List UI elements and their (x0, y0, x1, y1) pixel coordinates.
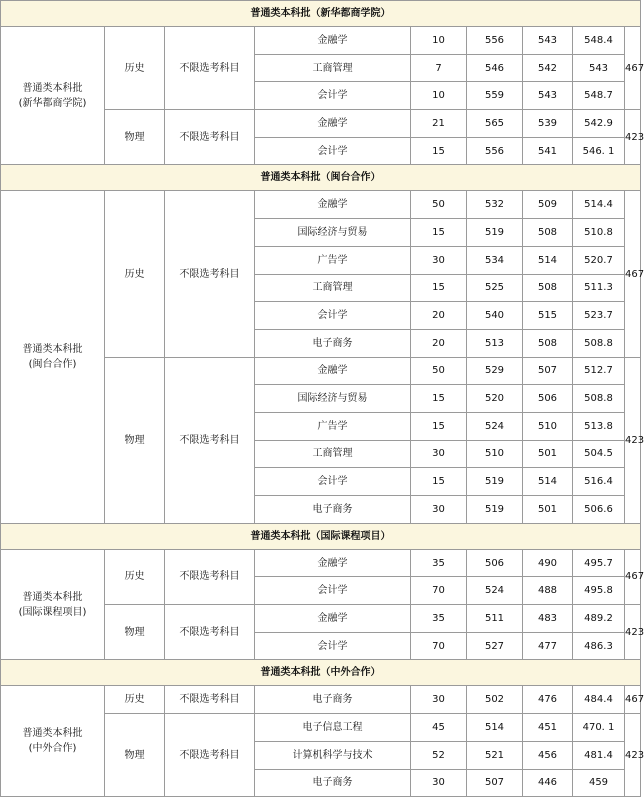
major-cell: 电子商务 (255, 769, 411, 797)
avg-score-cell: 495.7 (573, 549, 625, 577)
max-score-cell: 511 (467, 605, 523, 633)
min-score-cell: 508 (523, 274, 573, 302)
min-score-cell: 542 (523, 54, 573, 82)
major-cell: 会计学 (255, 468, 411, 496)
section-title: 普通类本科批（闽台合作） (1, 165, 641, 191)
major-cell: 工商管理 (255, 54, 411, 82)
min-score-cell: 501 (523, 496, 573, 524)
min-score-cell: 543 (523, 82, 573, 110)
major-cell: 电子商务 (255, 329, 411, 357)
requirement-cell: 不限选考科目 (165, 191, 255, 357)
plan-count-cell: 30 (411, 440, 467, 468)
plan-count-cell: 15 (411, 274, 467, 302)
avg-score-cell: 506.6 (573, 496, 625, 524)
major-cell: 计算机科学与技术 (255, 741, 411, 769)
plan-count-cell: 70 (411, 632, 467, 660)
major-cell: 金融学 (255, 191, 411, 219)
max-score-cell: 532 (467, 191, 523, 219)
max-score-cell: 507 (467, 769, 523, 797)
max-score-cell: 565 (467, 110, 523, 138)
avg-score-cell: 548.7 (573, 82, 625, 110)
avg-score-cell: 513.8 (573, 412, 625, 440)
avg-score-cell: 508.8 (573, 385, 625, 413)
table-row (1, 27, 641, 55)
min-score-cell: 501 (523, 440, 573, 468)
major-cell: 金融学 (255, 27, 411, 55)
cutoff-line-cell: 467 (625, 27, 641, 110)
requirement-cell: 不限选考科目 (165, 27, 255, 110)
subject-cell: 历史 (105, 549, 165, 604)
max-score-cell: 540 (467, 302, 523, 330)
subject-cell: 物理 (105, 605, 165, 660)
min-score-cell: 514 (523, 246, 573, 274)
max-score-cell: 519 (467, 219, 523, 247)
major-cell: 国际经济与贸易 (255, 385, 411, 413)
max-score-cell: 520 (467, 385, 523, 413)
plan-count-cell: 10 (411, 27, 467, 55)
cutoff-line-cell: 467 (625, 686, 641, 714)
major-cell: 会计学 (255, 577, 411, 605)
plan-count-cell: 10 (411, 82, 467, 110)
major-cell: 金融学 (255, 357, 411, 385)
plan-count-cell: 35 (411, 605, 467, 633)
section-title: 普通类本科批（新华都商学院） (1, 1, 641, 27)
major-cell: 广告学 (255, 246, 411, 274)
min-score-cell: 509 (523, 191, 573, 219)
max-score-cell: 513 (467, 329, 523, 357)
max-score-cell: 524 (467, 412, 523, 440)
avg-score-cell: 516.4 (573, 468, 625, 496)
min-score-cell: 507 (523, 357, 573, 385)
batch-name-line1: 普通类本科批 (22, 591, 83, 603)
avg-score-cell: 546. 1 (573, 137, 625, 165)
min-score-cell: 508 (523, 219, 573, 247)
section-title: 普通类本科批（国际课程项目） (1, 523, 641, 549)
avg-score-cell: 520.7 (573, 246, 625, 274)
plan-count-cell: 52 (411, 741, 467, 769)
max-score-cell: 519 (467, 468, 523, 496)
subject-cell: 历史 (105, 27, 165, 110)
cutoff-line-cell: 467 (625, 549, 641, 604)
cutoff-line-cell: 423 (625, 357, 641, 523)
major-cell: 金融学 (255, 605, 411, 633)
major-cell: 国际经济与贸易 (255, 219, 411, 247)
plan-count-cell: 30 (411, 496, 467, 524)
avg-score-cell: 484.4 (573, 686, 625, 714)
avg-score-cell: 523.7 (573, 302, 625, 330)
major-cell: 工商管理 (255, 274, 411, 302)
batch-name-line2: (中外合作) (28, 743, 77, 755)
avg-score-cell: 512.7 (573, 357, 625, 385)
min-score-cell: 477 (523, 632, 573, 660)
avg-score-cell: 548.4 (573, 27, 625, 55)
min-score-cell: 506 (523, 385, 573, 413)
max-score-cell: 534 (467, 246, 523, 274)
max-score-cell: 525 (467, 274, 523, 302)
major-cell: 电子商务 (255, 686, 411, 714)
max-score-cell: 527 (467, 632, 523, 660)
major-cell: 金融学 (255, 549, 411, 577)
batch-name-cell (1, 549, 105, 660)
plan-count-cell: 15 (411, 219, 467, 247)
min-score-cell: 515 (523, 302, 573, 330)
plan-count-cell: 30 (411, 246, 467, 274)
plan-count-cell: 50 (411, 191, 467, 219)
max-score-cell: 521 (467, 741, 523, 769)
cutoff-line-cell: 423 (625, 714, 641, 797)
major-cell: 电子商务 (255, 496, 411, 524)
major-cell: 广告学 (255, 412, 411, 440)
requirement-cell: 不限选考科目 (165, 110, 255, 165)
plan-count-cell: 15 (411, 468, 467, 496)
major-cell: 会计学 (255, 137, 411, 165)
min-score-cell: 541 (523, 137, 573, 165)
cutoff-line-cell: 423 (625, 110, 641, 165)
min-score-cell: 488 (523, 577, 573, 605)
cutoff-line-cell: 467 (625, 191, 641, 357)
avg-score-cell: 459 (573, 769, 625, 797)
section-header-row (1, 165, 641, 191)
plan-count-cell: 35 (411, 549, 467, 577)
batch-name-line2: (国际课程项目) (18, 606, 87, 618)
batch-name-line1: 普通类本科批 (22, 728, 83, 740)
max-score-cell: 546 (467, 54, 523, 82)
min-score-cell: 456 (523, 741, 573, 769)
major-cell: 会计学 (255, 302, 411, 330)
section-header-row (1, 660, 641, 686)
major-cell: 金融学 (255, 110, 411, 138)
avg-score-cell: 489.2 (573, 605, 625, 633)
requirement-cell: 不限选考科目 (165, 605, 255, 660)
avg-score-cell: 510.8 (573, 219, 625, 247)
section-header-row (1, 523, 641, 549)
plan-count-cell: 21 (411, 110, 467, 138)
min-score-cell: 510 (523, 412, 573, 440)
avg-score-cell: 504.5 (573, 440, 625, 468)
min-score-cell: 539 (523, 110, 573, 138)
max-score-cell: 502 (467, 686, 523, 714)
section-title: 普通类本科批（中外合作） (1, 660, 641, 686)
subject-cell: 物理 (105, 714, 165, 797)
min-score-cell: 543 (523, 27, 573, 55)
min-score-cell: 451 (523, 714, 573, 742)
avg-score-cell: 486.3 (573, 632, 625, 660)
requirement-cell: 不限选考科目 (165, 686, 255, 714)
batch-name-cell (1, 27, 105, 165)
max-score-cell: 556 (467, 27, 523, 55)
batch-name-line1: 普通类本科批 (22, 82, 83, 94)
requirement-cell: 不限选考科目 (165, 357, 255, 523)
avg-score-cell: 542.9 (573, 110, 625, 138)
batch-name-line2: (新华都商学院) (18, 97, 87, 109)
table-row (1, 191, 641, 219)
avg-score-cell: 470. 1 (573, 714, 625, 742)
plan-count-cell: 30 (411, 769, 467, 797)
avg-score-cell: 508.8 (573, 329, 625, 357)
max-score-cell: 506 (467, 549, 523, 577)
table-row (1, 686, 641, 714)
plan-count-cell: 50 (411, 357, 467, 385)
plan-count-cell: 7 (411, 54, 467, 82)
max-score-cell: 510 (467, 440, 523, 468)
min-score-cell: 508 (523, 329, 573, 357)
plan-count-cell: 20 (411, 329, 467, 357)
avg-score-cell: 495.8 (573, 577, 625, 605)
max-score-cell: 529 (467, 357, 523, 385)
major-cell: 工商管理 (255, 440, 411, 468)
major-cell: 会计学 (255, 632, 411, 660)
max-score-cell: 524 (467, 577, 523, 605)
avg-score-cell: 511.3 (573, 274, 625, 302)
table-row (1, 549, 641, 577)
plan-count-cell: 20 (411, 302, 467, 330)
cutoff-line-cell: 423 (625, 605, 641, 660)
subject-cell: 历史 (105, 686, 165, 714)
batch-name-cell (1, 191, 105, 523)
min-score-cell: 483 (523, 605, 573, 633)
min-score-cell: 476 (523, 686, 573, 714)
plan-count-cell: 45 (411, 714, 467, 742)
subject-cell: 物理 (105, 357, 165, 523)
batch-name-cell (1, 686, 105, 797)
max-score-cell: 556 (467, 137, 523, 165)
section-header-row (1, 1, 641, 27)
plan-count-cell: 30 (411, 686, 467, 714)
min-score-cell: 446 (523, 769, 573, 797)
plan-count-cell: 15 (411, 412, 467, 440)
subject-cell: 历史 (105, 191, 165, 357)
avg-score-cell: 481.4 (573, 741, 625, 769)
min-score-cell: 514 (523, 468, 573, 496)
max-score-cell: 559 (467, 82, 523, 110)
avg-score-cell: 514.4 (573, 191, 625, 219)
subject-cell: 物理 (105, 110, 165, 165)
plan-count-cell: 15 (411, 385, 467, 413)
min-score-cell: 490 (523, 549, 573, 577)
avg-score-cell: 543 (573, 54, 625, 82)
major-cell: 电子信息工程 (255, 714, 411, 742)
max-score-cell: 514 (467, 714, 523, 742)
max-score-cell: 519 (467, 496, 523, 524)
plan-count-cell: 15 (411, 137, 467, 165)
requirement-cell: 不限选考科目 (165, 549, 255, 604)
batch-name-line1: 普通类本科批 (22, 344, 83, 356)
plan-count-cell: 70 (411, 577, 467, 605)
requirement-cell: 不限选考科目 (165, 714, 255, 797)
batch-name-line2: (闽台合作) (28, 359, 77, 371)
major-cell: 会计学 (255, 82, 411, 110)
